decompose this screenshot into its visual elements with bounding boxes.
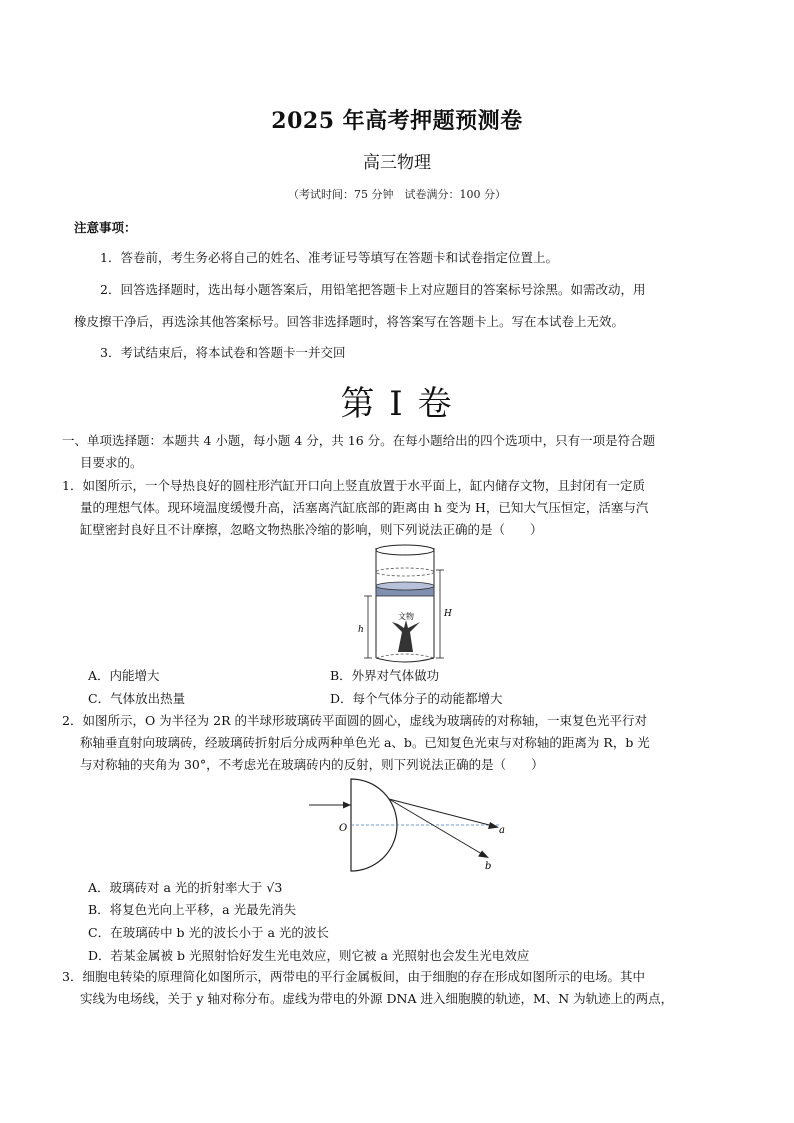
q1-line-3: 缸壁密封良好且不计摩擦，忽略文物热胀冷缩的影响，则下列说法正确的是（ ） — [80, 522, 543, 537]
q2-line-1: 2．如图所示，O 为半径为 2R 的半球形玻璃砖平面圆的圆心，虚线为玻璃砖的对称轴，一束复色光平行对 — [62, 713, 647, 728]
q2-option-b: B．将复色光向上平移，a 光最先消失 — [88, 902, 297, 917]
section-title: 第 I 卷 — [340, 384, 454, 424]
notice-item-2-cont: 橡皮擦干净后，再选涂其他答案标号。回答非选择题时，将答案写在答题卡上。写在本试卷上无效。 — [74, 314, 625, 329]
q1-option-b: B．外界对气体做功 — [330, 668, 440, 683]
label-a: a — [499, 825, 505, 836]
label-h: h — [358, 625, 364, 635]
notice-heading: 注意事项： — [74, 220, 137, 235]
q2-option-d: D．若某金属被 b 光照射恰好发生光电效应，则它被 a 光照射也会发生光电效应 — [88, 948, 530, 963]
q3-line-2: 实线为电场线，关于 y 轴对称分布。虚线为带电的外源 DNA 进入细胞膜的轨迹，M、N 为轨迹上的两点， — [80, 991, 674, 1006]
label-O: O — [339, 823, 348, 834]
page-subtitle: 高三物理 — [363, 153, 431, 173]
q1-option-c: C．气体放出热量 — [88, 691, 186, 706]
q3-line-1: 3．细胞电转染的原理简化如图所示，两带电的平行金属板间，由于细胞的存在形成如图所示的电场。其中 — [62, 969, 645, 984]
artifact-label: 文物 — [398, 612, 414, 621]
artifact-icon — [392, 620, 420, 652]
page-title: 2025 年高考押题预测卷 — [271, 108, 523, 134]
hemisphere-figure — [305, 775, 515, 875]
notice-item-2: 2．回答选择题时，选出每小题答案后，用铅笔把答题卡上对应题目的答案标号涂黑。如需改动，用 — [100, 282, 646, 297]
q2-option-c: C．在玻璃砖中 b 光的波长小于 a 光的波长 — [88, 925, 329, 940]
q1-option-a: A．内能增大 — [88, 668, 160, 683]
part-one-line-1: 一、单项选择题：本题共 4 小题，每小题 4 分，共 16 分。在每小题给出的四个选项中，只有一项是符合题 — [62, 433, 656, 448]
notice-item-3: 3．考试结束后，将本试卷和答题卡一并交回 — [100, 345, 346, 360]
label-H: H — [444, 609, 452, 619]
q2-line-2: 称轴垂直射向玻璃砖，经玻璃砖折射后分成两种单色光 a、b。已知复色光束与对称轴的距离为 R，b 光 — [80, 735, 650, 750]
cylinder-figure — [340, 540, 460, 664]
q1-line-2: 量的理想气体。现环境温度缓慢升高，活塞离汽缸底部的距离由 h 变为 H，已知大气压恒定，活塞与汽 — [80, 500, 649, 515]
q2-line-3: 与对称轴的夹角为 30°，不考虑光在玻璃砖内的反射，则下列说法正确的是（ ） — [80, 757, 544, 772]
q1-line-1: 1．如图所示，一个导热良好的圆柱形汽缸开口向上竖直放置于水平面上，缸内储存文物，且封闭有一定质 — [62, 478, 645, 493]
part-one-line-2: 目要求的。 — [80, 455, 143, 470]
q1-option-d: D．每个气体分子的动能都增大 — [330, 691, 503, 706]
label-b: b — [485, 861, 492, 872]
notice-item-1: 1．答卷前，考生务必将自己的姓名、准考证号等填写在答题卡和试卷指定位置上。 — [100, 250, 558, 265]
q2-option-a: A．玻璃砖对 a 光的折射率大于 √3 — [88, 880, 283, 895]
exam-info: （考试时间：75 分钟 试卷满分：100 分） — [288, 188, 506, 201]
